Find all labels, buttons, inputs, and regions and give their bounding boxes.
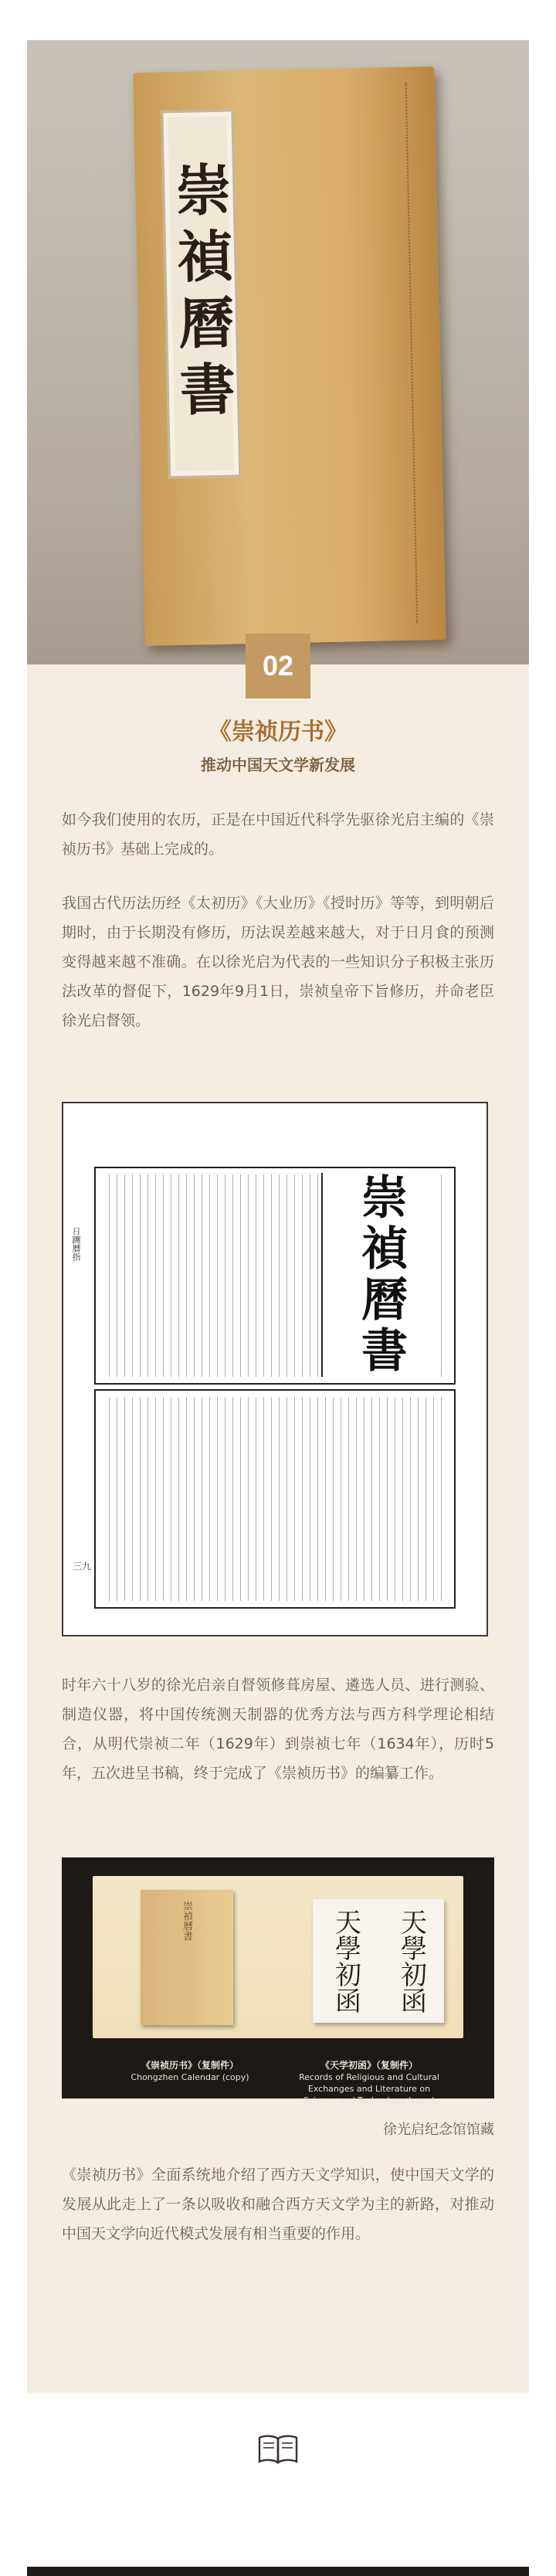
exhibit-caption-right-en: Records of Religious and Cultural Exchanges and Literature on Science and Technology (copy) (299, 2072, 439, 2105)
displayed-book-label: 崇禎曆書 (181, 1901, 192, 1941)
scan-page-top (94, 1167, 456, 1385)
scan-page-bottom (94, 1389, 456, 1609)
scan-title-char: 崇 (354, 1173, 408, 1224)
scan-page-number: 三九 (73, 1561, 92, 1572)
open-book-left-page: 天學初函 (330, 1908, 361, 2014)
paragraph-history: 我国古代历法历经《太初历》《大业历》《授时历》等等，到明朝后期时，由于长期没有修历，历法误差越来越大，对于日月食的预测变得越来越不准确。在以徐光启为代表的一些知识分子积极主张历法改革的督促下，1629年9月1日，崇祯皇帝下旨修历，并命老臣徐光启督领。 (62, 895, 494, 1029)
scan-cover-title (321, 1173, 439, 1377)
book-stitching (405, 83, 420, 624)
book-title-char: 崇 (165, 160, 233, 229)
book-title-char: 書 (170, 359, 237, 428)
hero-image (27, 40, 529, 664)
displayed-open-book (313, 1899, 444, 2023)
book-title-char: 禎 (167, 226, 235, 295)
scan-title-char: 曆 (354, 1275, 408, 1326)
section-title: 《崇祯历书》 (208, 719, 348, 746)
paragraph-intro: 如今我们使用的农历，正是在中国近代科学先驱徐光启主编的《崇祯历书》基础上完成的。 (62, 811, 494, 858)
scan-title-char: 書 (354, 1326, 408, 1377)
paragraph-compilation: 时年六十八岁的徐光启亲自督领修葺房屋、遴选人员、进行测验、制造仪器，将中国传统测天制器的优秀方法与西方科学理论相结合，从明代崇祯二年（1629年）到崇祯七年（1634年），历时5年，五次进呈书稿，终于完成了《崇祯历书》的编纂工作。 (62, 1677, 494, 1782)
scan-title-char: 禎 (354, 1224, 408, 1275)
exhibit-caption-right (292, 2060, 446, 2106)
footer-bar (27, 2567, 529, 2576)
open-book-icon (257, 2434, 299, 2465)
book-page-scan (62, 1102, 488, 1636)
display-case (93, 1876, 463, 2038)
section-number-badge: 02 (246, 634, 310, 698)
chongzhen-book-cover (133, 66, 446, 646)
exhibit-caption-left-en: Chongzhen Calendar (copy) (131, 2072, 249, 2082)
exhibit-caption-left-title: 《崇祯历书》（复制件） (141, 2060, 239, 2071)
section-subtitle: 推动中国天文学新发展 (201, 756, 355, 774)
paragraph-significance: 《崇祯历书》全面系统地介绍了西方天文学知识，使中国天文学的发展从此走上了一条以吸收和融合西方天文学为主的新路，对推动中国天文学向近代模式发展有相当重要的作用。 (62, 2166, 494, 2242)
exhibit-caption-left (113, 2060, 267, 2083)
displayed-book (141, 1890, 233, 2025)
photo-caption: 徐光启纪念馆馆藏 (383, 2122, 494, 2138)
museum-display-photo (62, 1857, 494, 2105)
book-title-label (161, 109, 241, 478)
book-title-char: 曆 (168, 293, 236, 362)
scan-text-columns (102, 1397, 448, 1601)
exhibit-caption-right-title: 《天学初函》（复制件） (320, 2060, 418, 2071)
open-book-right-page: 天學初函 (395, 1908, 427, 2014)
article-card (27, 40, 529, 2393)
scan-margin-note: 日躔曆指 (71, 1227, 81, 1261)
